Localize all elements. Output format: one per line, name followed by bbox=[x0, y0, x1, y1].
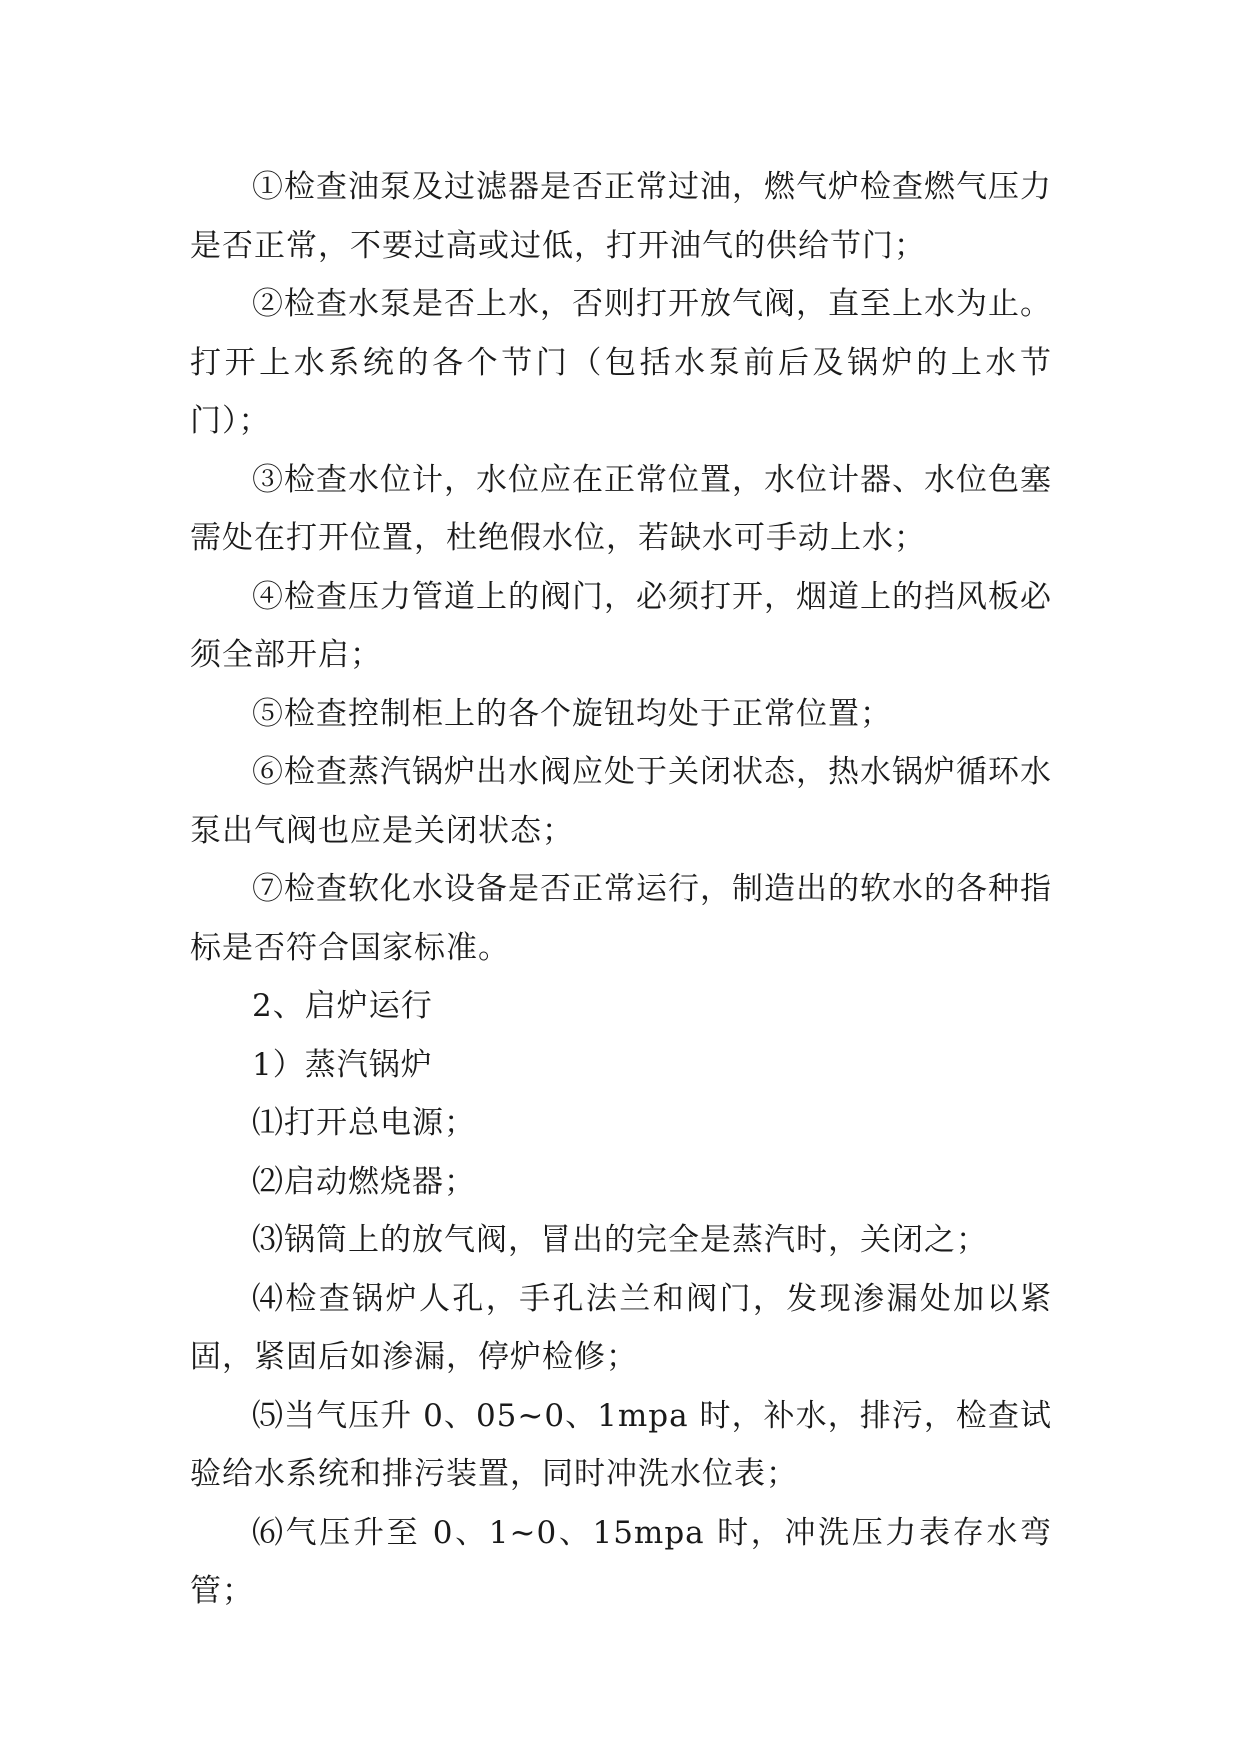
paragraph-check-pressure-valves: ④检查压力管道上的阀门，必须打开，烟道上的挡风板必须全部开启； bbox=[190, 578, 1052, 673]
step-close-vent-valve: ⑶锅筒上的放气阀，冒出的完全是蒸汽时，关闭之； bbox=[252, 1222, 988, 1258]
paragraph-check-outlet-valve: ⑥检查蒸汽锅炉出水阀应处于关闭状态，热水锅炉循环水泵出气阀也应是关闭状态； bbox=[190, 754, 1052, 849]
step-start-burner: ⑵启动燃烧器； bbox=[252, 1163, 476, 1200]
step-flush-pressure-gauge: ⑹气压升至 0、1~0、15mpa 时，冲洗压力表存水弯管； bbox=[190, 1514, 1052, 1609]
paragraph-check-water-level: ③检查水位计，水位应在正常位置，水位计器、水位色塞需处在打开位置，杜绝假水位，若缺水可手动上水； bbox=[190, 461, 1052, 556]
step-inspect-manholes: ⑷检查锅炉人孔，手孔法兰和阀门，发现渗漏处加以紧固，紧固后如渗漏，停炉检修； bbox=[190, 1280, 1052, 1375]
section-heading-start-operation: 2、启炉运行 bbox=[252, 988, 433, 1024]
subsection-heading-steam-boiler: 1）蒸汽锅炉 bbox=[252, 1046, 433, 1083]
paragraph-check-control-cabinet: ⑤检查控制柜上的各个旋钮均处于正常位置； bbox=[252, 695, 892, 732]
step-refill-and-blowdown: ⑸当气压升 0、05~0、1mpa 时，补水，排污，检查试验给水系统和排污装置，同时冲洗水位表； bbox=[190, 1397, 1052, 1492]
paragraph-check-water-pump: ②检查水泵是否上水，否则打开放气阀，直至上水为止。打开上水系统的各个节门（包括水泵前后及锅炉的上水节门）； bbox=[190, 286, 1052, 439]
paragraph-check-softened-water: ⑦检查软化水设备是否正常运行，制造出的软水的各种指标是否符合国家标准。 bbox=[190, 871, 1052, 966]
step-power-on: ⑴打开总电源； bbox=[252, 1105, 476, 1141]
paragraph-check-oil-pump: ①检查油泵及过滤器是否正常过油，燃气炉检查燃气压力是否正常，不要过高或过低，打开油气的供给节门； bbox=[190, 169, 1052, 264]
document-body bbox=[190, 158, 1052, 1621]
